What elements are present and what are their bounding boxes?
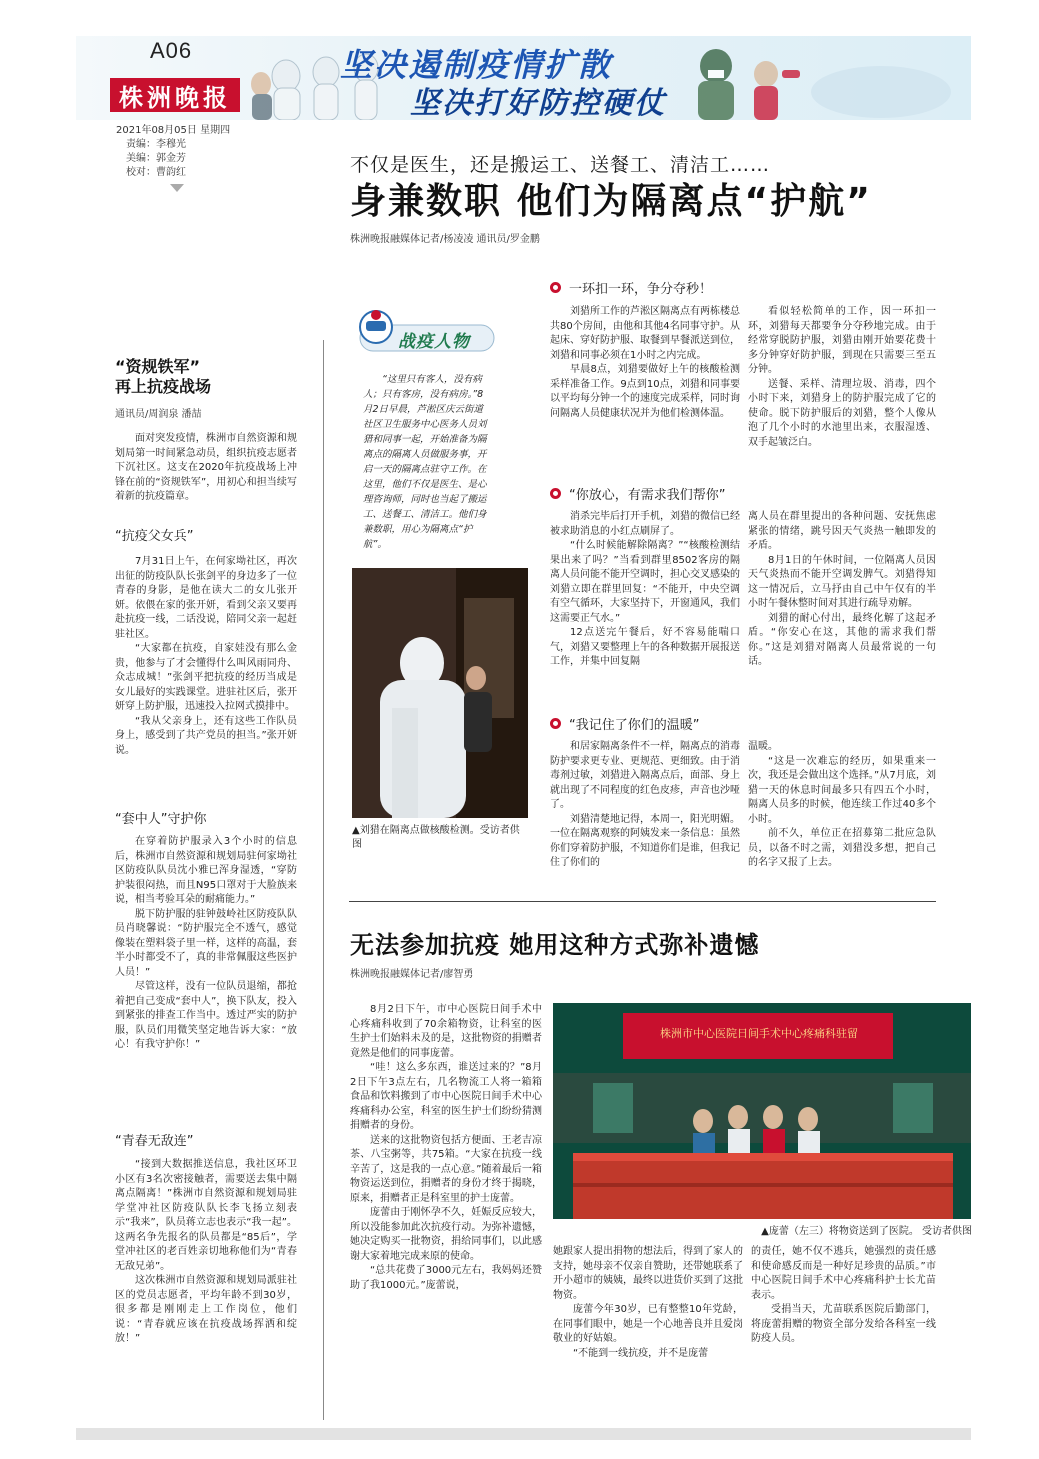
left-byline: 通讯员/周润泉 潘喆	[115, 409, 202, 420]
paragraph: 在穿着防护服录入3个小时的信息后，株洲市自然资源和规划局驻何家坳社区防疫队队员沈小雅已浑身湿透，“穿防护装很闷热，而且N95口罩对于大脸族来说，相当考验耳朵的耐痛能力。”	[115, 836, 297, 905]
paragraph: 离人员在群里提出的各种问题、安抚焦虑紧张的情绪，跳号因天气炎热一触即发的矛盾。	[748, 511, 936, 551]
paragraph: “总共花费了3000元左右，我妈妈还赞助了我1000元。”庞蕾说，	[350, 1265, 542, 1291]
left-subhead-3: “青春无敌连”	[115, 1134, 194, 1149]
section-3-col-2	[748, 740, 936, 871]
second-col-3	[751, 1245, 936, 1347]
photo-nucleic-test	[352, 568, 528, 818]
section-title: “我记住了你们的温暖”	[569, 718, 700, 733]
left-title-line-1: “资规铁军”	[115, 357, 201, 376]
photo-caption-1: ▲刘猎在隔离点做核酸检测。受访者供图	[352, 825, 520, 850]
newspaper-masthead: 株洲晚报	[110, 78, 240, 112]
paragraph: “大家都在抗疫，自家娃没有那么金贵，他参与了才会懂得什么叫风雨同舟、众志成城！”张剑平把抗疫的经历当成是女儿最好的实践课堂。进驻社区后，张开妍穿上防护服，迅速投入拉网式摸排中。	[115, 643, 297, 712]
section-head-3	[550, 714, 699, 733]
zhanyi-badge	[352, 303, 497, 359]
paragraph: 8月2日下午，市中心医院日间手术中心疼痛科收到了70余箱物资，让科室的医生护士们始料未及的是，这批物资的捐赠者竟然是他们的同事庞蕾。	[350, 1004, 542, 1059]
second-headline: 无法参加抗疫 她用这种方式弥补遗憾	[350, 931, 760, 959]
section-head-2	[550, 484, 725, 503]
paragraph: 8月1日的午休时间，一位隔离人员因天气炎热而不能开空调发脾气。刘猎得知这一情况后，立马抒由自己中午仅有的半小时午餐休整时间对其进行疏导劝解。	[748, 554, 936, 609]
meta-arrow-icon	[170, 184, 184, 192]
badge-label: 战疫人物	[398, 332, 470, 352]
second-byline: 株洲晚报融媒体记者/廖智勇	[350, 969, 474, 980]
photo-illustration	[352, 568, 528, 818]
left-section-3	[115, 1158, 297, 1347]
left-subhead-2: “套中人”守护你	[115, 812, 207, 827]
section-1-col-1	[550, 305, 740, 421]
paragraph: 这次株洲市自然资源和规划局派驻社区的党员志愿者，平均年龄不到30岁，很多都是刚刚走上工作岗位，他们说：“青春就应该在抗疫战场挥洒和绽放！”	[115, 1275, 297, 1344]
section-ring-icon	[550, 282, 561, 293]
paragraph: 庞蕾今年30岁，已有整整10年党龄，在同事们眼中，她是一个心地善良并且爱岗敬业的好姑娘。	[553, 1304, 743, 1344]
slogan-line-2: 坚决打好防控硬仗	[410, 86, 666, 121]
intro-para: “这里只有客人，没有病人；只有客房，没有病房。”8月2日早晨，芦淞区庆云街道社区卫生服务中心医务人员刘猎和同事一起，开始准备为隔离点的隔离人员做服务事，开启一天的隔离点驻守工作。在这里，他们不仅是医生、是心理咨询师，同时也当起了搬运工、送餐工、清洁工。他们身兼数职，用心为隔离点“护航”。	[363, 374, 487, 550]
main-byline: 株洲晚报融媒体记者/杨凌凌 通讯员/罗金鹏	[350, 234, 540, 245]
designer-credit: 美编：郭金芳	[126, 153, 186, 164]
issue-date: 2021年08月05日 星期四	[116, 125, 231, 136]
paragraph: 刘猎所工作的芦淞区隔离点有两栋楼总共80个房间，由他和其他4名同事守护。从起床、穿好防护服、取餐到早餐派送到位，刘猎和同事必须在1小时之内完成。	[550, 306, 740, 361]
paragraph: 消杀完毕后打开手机，刘猎的微信已经被求助消息的小红点刷屏了。	[550, 511, 740, 537]
paragraph: “哇！这么多东西，谁送过来的？”8月2日下午3点左右，几名物流工人将一箱箱食品和饮料搬到了市中心医院日间手术中心疼痛科办公室，科室的医生护士们纷纷猜测捐赠者的身份。	[350, 1062, 542, 1131]
paragraph: 脱下防护服的驻钟鼓岭社区防疫队队员肖晓馨说：“防护服完全不透气，感觉像装在塑料袋子里一样，这样的高温，套半小时都受不了，真的非常佩服这些医护人员！”	[115, 908, 297, 978]
section-3-col-1	[550, 740, 740, 871]
photo-donation	[553, 1003, 971, 1219]
paragraph: 尽管这样，没有一位队员退缩，都抢着把自己变成“套中人”，换下队友，投入到紧张的排查工作当中。透过严实的防护服，队员们用微笑坚定地告诉大家：“放心！有我守护你！”	[115, 981, 297, 1050]
paragraph: 刘猎的耐心付出，最终化解了这起矛盾。“你安心在这，其他的需求我们帮你。”这是刘猎对隔离人员最常说的一句话。	[748, 612, 936, 667]
left-story-title	[115, 357, 211, 397]
left-title-line-2: 再上抗疫战场	[115, 377, 212, 396]
paragraph: 和居家隔离条件不一样，隔离点的消毒防护要求更专业、更规范、更细致。由于消毒剂过敏，刘猎进入隔离点后，面部、身上就出现了不同程度的红色皮疹，声音也沙哑了。	[550, 741, 740, 810]
section-2-col-1	[550, 510, 740, 670]
section-ring-icon	[550, 488, 561, 499]
slogan-line-1: 坚决遏制疫情扩散	[340, 46, 613, 84]
paragraph: 前不久，单位正在招募第二批应急队员，以备不时之需，刘猎没多想，把自己的名字又报了上去。	[748, 828, 936, 868]
photo-caption-2: ▲庞蕾（左三）将物资送到了医院。 受访者供图	[761, 1226, 972, 1237]
editor-credit: 责编：李穆光	[126, 139, 186, 150]
paragraph: 受捐当天，尤苗联系医院后勤部门，将庞蕾捐赠的物资全部分发给各科室一线防疫人员。	[751, 1304, 936, 1344]
left-subhead-1: “抗疫父女兵”	[115, 529, 194, 544]
second-col-1	[350, 1003, 542, 1293]
paragraph: 送餐、采样、清理垃圾、消毒，四个小时下来，刘猎身上的防护服完成了它的使命。脱下防护服后的刘猎，整个人像从泡了几个小时的水池里出来，衣服湿透、双手起皱泛白。	[748, 378, 936, 448]
paragraph: 温暖。	[748, 741, 778, 752]
left-section-2	[115, 835, 297, 1053]
paragraph: 她跟家人提出捐物的想法后，得到了家人的支持，她母亲不仅亲自赞助，还带她联系了开小超市的姨姨，最终以进货价买到了这批物资。	[553, 1246, 743, 1301]
paragraph: 看似轻松简单的工作，因一环扣一环，刘猎每天都要争分夺秒地完成。由于经常穿脱防护服，刘猎由刚开始要花费十多分钟穿好防护服，到现在只需要三至五分钟。	[748, 306, 936, 375]
main-intro	[363, 372, 491, 552]
section-ring-icon	[550, 718, 561, 729]
second-col-2	[553, 1245, 743, 1361]
paragraph: “不能到一线抗疫，并不是庞蕾	[573, 1347, 709, 1359]
page-number: A06	[150, 38, 193, 63]
paragraph: “接到大数据推送信息，我社区环卫小区有3名次密接触者，需要送去集中隔离点隔离！”株洲市自然资源和规划局驻学堂冲社区防疫队队长李飞扬立刻表示“我来”，队员蒋立志也表示“我一起”。这两名争先报名的队员都是“85后”，学堂冲社区的老百姓亲切地称他们为“青春无敌兄弟”。	[115, 1159, 297, 1272]
section-1-col-2	[748, 305, 936, 450]
left-intro-para: 面对突发疫情，株洲市自然资源和规划局第一时间紧急动员，组织抗疫志愿者下沉社区。这支在2020年抗疫战场上冲锋在前的“资规铁军”，用初心和担当续写着新的抗疫篇章。	[115, 433, 297, 502]
section-2-col-2	[748, 510, 936, 670]
paragraph: 刘猎清楚地记得，本周一，阳光明媚。一位在隔离观察的阿姨发来一条信息：虽然你们穿着防护服，不知道你们是谁，但我记住了你们的	[550, 813, 740, 868]
footer-bar	[76, 1428, 971, 1440]
story-divider	[349, 901, 936, 902]
main-kicker: 不仅是医生，还是搬运工、送餐工、清洁工……	[350, 154, 771, 176]
column-divider	[323, 340, 324, 1420]
paragraph: 12点送完午餐后，好不容易能喘口气，刘猎又要整理上午的各种数据开展报送工作，并集中回复隔	[550, 627, 740, 667]
section-title: 一环扣一环，争分夺秒！	[569, 282, 713, 297]
left-section-1	[115, 555, 297, 758]
left-intro	[115, 432, 297, 505]
section-head-1	[550, 278, 712, 297]
section-title: “你放心，有需求我们帮你”	[569, 488, 726, 503]
proofreader-credit: 校对：曹韵红	[126, 167, 186, 178]
paragraph: 的责任，她不仅不逃兵，她强烈的责任感和使命感反而是一种好足珍贵的品质。”市中心医院日间手术中心疼痛科护士长尤苗表示。	[751, 1246, 936, 1301]
paragraph: “什么时候能解除隔离？”“核酸检测结果出来了吗？”当看到群里8502客房的隔离人员问能不能开空调时，担心交叉感染的刘猎立即在群里回复：“不能开，中央空调有空气循环，大家坚持下，开窗通风，我们这需要正气水。”	[550, 540, 740, 624]
page-meta	[116, 124, 230, 180]
paragraph: 庞蕾由于刚怀孕不久，妊娠反应较大，所以没能参加此次抗疫行动。为弥补遗憾，她决定购买一批物资，捐给同事们，以此感谢大家着地完成来原的使命。	[350, 1207, 542, 1262]
paragraph: 7月31日上午，在何家坳社区，再次出征的防疫队队长张剑平的身边多了一位青春的身影，是他在读大二的女儿张开妍。依偎在家的张开妍，看到父亲又要再赴抗疫一线，二话没说，陪同父亲一起赶驻社区。	[115, 556, 297, 640]
main-headline: 身兼数职 他们为隔离点“护航”	[350, 181, 872, 222]
paragraph: 送来的这批物资包括方便面、王老吉凉茶、八宝粥等，共75箱。“大家在抗疫一线辛苦了，这是我的一点心意。”随着最后一箱物资运送到位，捐赠者的身份才终于揭晓，原来，捐赠者正是科室里的护士庞蕾。	[350, 1134, 542, 1204]
paragraph: 早晨8点，刘猎要做好上午的核酸检测采样准备工作。9点到10点，刘猎和同事要以平均每分钟一个的速度完成采样，同时询问隔离人员健康状况并为他们检测体温。	[550, 364, 740, 419]
photo-banner-text: 株洲市中心医院日间手术中心疼痛科驻留	[660, 1027, 858, 1040]
paragraph: “我从父亲身上，还有这些工作队员身上，感受到了共产党员的担当。”张开妍说。	[115, 715, 297, 756]
paragraph: “这是一次难忘的经历，如果重来一次，我还是会做出这个选择。”从7月底，刘猎一天的休息时间最多只有四五个小时，隔离人员多的时候，他连续工作过40多个小时。	[748, 755, 936, 825]
